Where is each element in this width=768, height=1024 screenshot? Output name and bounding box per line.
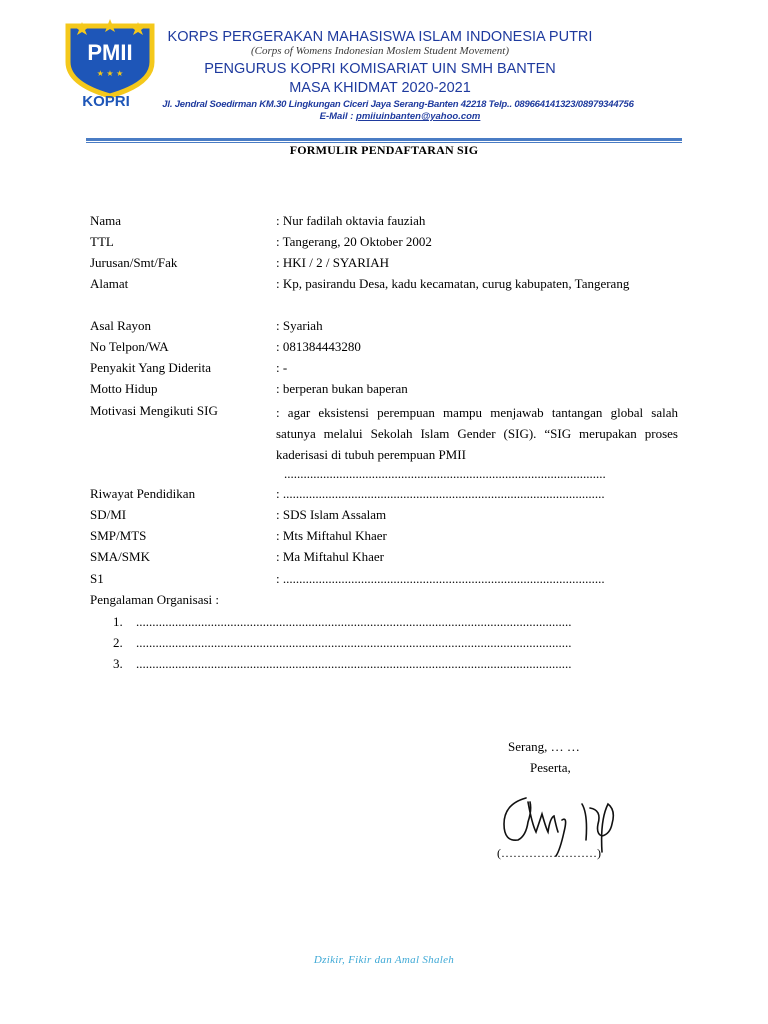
field-label-motto: Motto Hidup [90, 381, 158, 396]
field-value-motto: : berperan bukan baperan [276, 381, 408, 396]
org-item-number: 1. [113, 614, 123, 629]
footer-motto: Dzikir, Fikir dan Amal Shaleh [313, 954, 455, 966]
field-label-alamat: Alamat [90, 276, 129, 291]
field-value-telpon: : 081384443280 [276, 339, 361, 354]
org-name-english: (Corps of Womens Indonesian Moslem Student Movement) [250, 45, 510, 57]
form-title: FORMULIR PENDAFTARAN SIG [289, 143, 479, 157]
org-period: MASA KHIDMAT 2020-2021 [289, 80, 471, 96]
org-item-number: 2. [113, 635, 123, 650]
field-value-asal-rayon: : Syariah [276, 318, 323, 333]
org-address: Jl. Jendral Soedirman KM.30 Lingkungan Ciceri Jaya Serang-Banten 42218 Telp.. 089664141323/08979344756 [162, 99, 634, 110]
org-item-blank: ...................................................................................................................................... [136, 656, 572, 671]
org-email: E-Mail : pmiiuinbanten@yahoo.com [319, 111, 481, 122]
signature-role: Peserta, [530, 760, 571, 775]
field-value-motivasi: : agar eksistensi perempuan mampu menjawab tantangan global salah satunya melalui Sekolah Islam Gender (SIG). “SIG merupakan proses kaderisasi di tubuh perempuan PMII [276, 405, 678, 462]
field-value-smp: : Mts Miftahul Khaer [276, 528, 387, 543]
signature-place: Serang, … … [508, 739, 580, 754]
field-label-penyakit: Penyakit Yang Diderita [90, 360, 211, 375]
field-value-jurusan: : HKI / 2 / SYARIAH [276, 255, 390, 270]
org-name: KORPS PERGERAKAN MAHASISWA ISLAM INDONESIA PUTRI [167, 29, 593, 45]
svg-text:PMII: PMII [87, 40, 133, 65]
header-divider [86, 138, 682, 141]
org-board: PENGURUS KOPRI KOMISARIAT UIN SMH BANTEN [204, 61, 556, 77]
field-label-telpon: No Telpon/WA [90, 339, 169, 354]
field-value-ttl: : Tangerang, 20 Oktober 2002 [276, 234, 432, 249]
org-item-blank: ...................................................................................................................................... [136, 614, 572, 629]
field-label-riwayat: Riwayat Pendidikan [90, 486, 196, 501]
field-label-jurusan: Jurusan/Smt/Fak [90, 255, 178, 270]
email-link[interactable]: pmiiuinbanten@yahoo.com [356, 111, 481, 122]
field-label-asal-rayon: Asal Rayon [90, 318, 152, 333]
org-item-blank: ...................................................................................................................................... [136, 635, 572, 650]
field-label-sd: SD/MI [90, 507, 127, 522]
field-value-sd: : SDS Islam Assalam [276, 507, 387, 522]
field-label-s1: S1 [90, 571, 104, 586]
field-value-motivasi-blank: ................................................................................................... [284, 466, 606, 481]
field-value-riwayat: : ................................................................................................... [276, 486, 605, 501]
org-experience-label: Pengalaman Organisasi : [90, 592, 220, 607]
field-label-sma: SMA/SMK [90, 549, 150, 564]
field-value-penyakit: : - [276, 360, 288, 375]
svg-text:★ ★ ★: ★ ★ ★ [96, 69, 124, 78]
field-label-smp: SMP/MTS [90, 528, 147, 543]
field-label-ttl: TTL [90, 234, 114, 249]
field-value-nama: : Nur fadilah oktavia fauziah [276, 213, 426, 228]
org-item-number: 3. [113, 656, 123, 671]
field-value-s1: : ................................................................................................... [276, 571, 605, 586]
pmii-kopri-logo [62, 18, 158, 108]
signature-name-line: (……………………) [497, 846, 601, 860]
field-value-sma: : Ma Miftahul Khaer [276, 549, 384, 564]
svg-text:KOPRI: KOPRI [82, 93, 130, 108]
field-label-motivasi: Motivasi Mengikuti SIG [90, 403, 218, 418]
field-value-alamat: : Kp, pasirandu Desa, kadu kecamatan, curug kabupaten, Tangerang [276, 276, 630, 291]
field-label-nama: Nama [90, 213, 122, 228]
